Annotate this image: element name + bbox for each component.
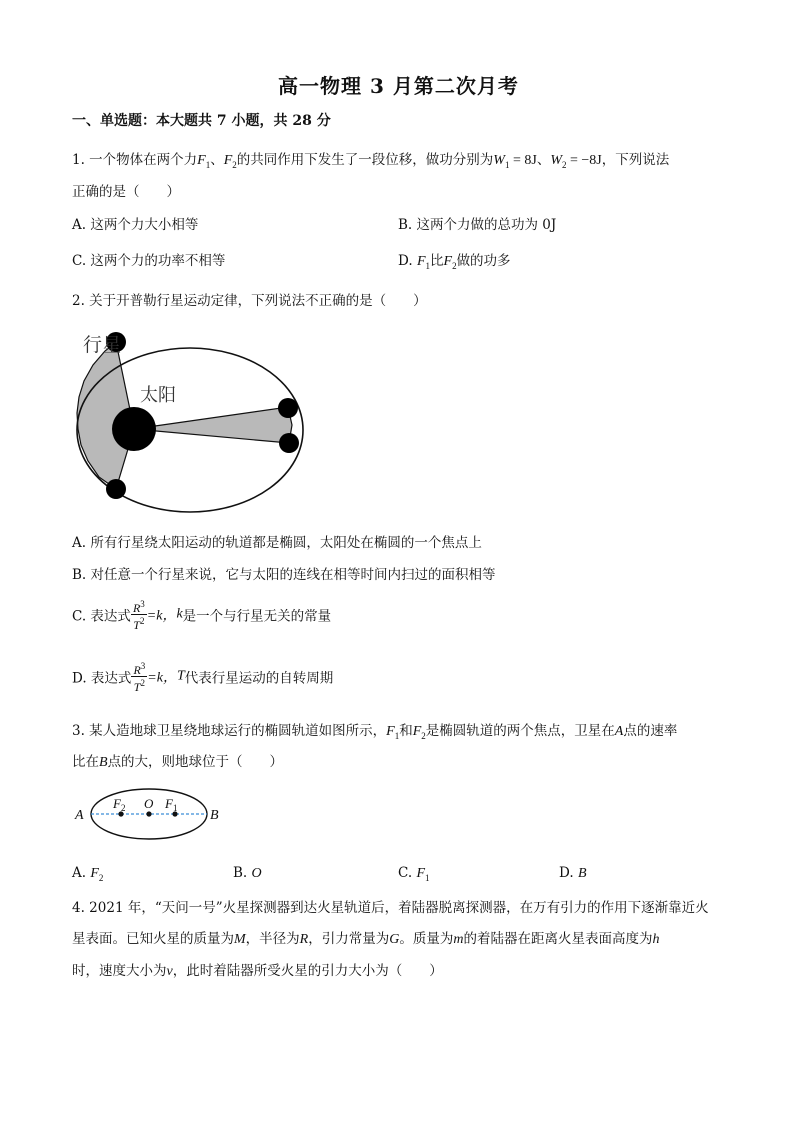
q2-d-fraction: $\frac{R^3}{T^2}$	[133, 661, 146, 694]
q1-force-1: $F_1$	[197, 153, 211, 170]
q1-text-pre: 1. 一个物体在两个力	[72, 152, 198, 168]
page-title: 高一物理 3 月第二次月考	[278, 74, 519, 98]
planet-right-lower	[279, 433, 299, 453]
swept-area-right	[134, 407, 292, 443]
satellite-orbit-diagram	[70, 780, 230, 842]
q1-option-d[interactable]: D. $F_1$比$F_2$做的功多	[398, 253, 511, 271]
planet-bottom-left	[106, 479, 126, 499]
q2-option-b[interactable]: B. 对任意一个行星来说，它与太阳的连线在相等时间内扫过的面积相等	[72, 567, 496, 583]
q2-c-fraction: $\frac{R^3}{T^2}$	[132, 599, 145, 632]
planet-right-upper	[278, 398, 298, 418]
question-4-line-3: 时，速度大小为v，此时着陆器所受火星的引力大小为（ ）	[72, 963, 443, 979]
label-o: O	[144, 796, 154, 811]
label-b: B	[210, 808, 219, 823]
q3-option-b[interactable]: B. O	[233, 865, 262, 881]
q2-option-c[interactable]: C. 表达式 $\frac{R^3}{T^2}$ =k，k是一个与行星无关的常量	[72, 599, 332, 632]
q1-work-1: $W_1$	[493, 153, 510, 170]
q1-work-2-value: = −8J	[566, 153, 602, 168]
q3-option-c[interactable]: C. $F_1$	[398, 865, 430, 883]
sun	[112, 407, 156, 451]
center-o-dot	[146, 811, 151, 816]
q2-option-d[interactable]: D. 表达式 $\frac{R^3}{T^2}$ =k，T代表行星运动的自转周期	[72, 661, 334, 694]
question-1-line-2: 正确的是（ ）	[72, 184, 180, 200]
q1-work-2: $W_2$	[550, 153, 567, 170]
q1-option-b[interactable]: B. 这两个力做的总功为 0J	[398, 217, 557, 233]
label-sun: 太阳	[140, 385, 176, 406]
q1-force-2: $F_2$	[223, 153, 237, 170]
label-f1: $F_1$	[165, 796, 178, 813]
q3-option-a[interactable]: A. $F_2$	[72, 865, 104, 883]
kepler-orbit-diagram	[70, 325, 310, 515]
q2-option-a[interactable]: A. 所有行星绕太阳运动的轨道都是椭圆，太阳处在椭圆的一个焦点上	[72, 535, 482, 551]
section-heading-single-choice: 一、单选题：本大题共 7 小题，共 28 分	[72, 113, 331, 129]
q1-sep: 、	[210, 152, 224, 168]
label-f2: $F_2$	[113, 796, 126, 813]
question-3-line-2: 比在B点的大，则地球位于（ ）	[72, 754, 284, 770]
question-3-line-1: 3. 某人造地球卫星绕地球运行的椭圆轨道如图所示，$F_1$和$F_2$是椭圆轨道的两个焦点，卫星在A点的速率	[72, 723, 678, 741]
q1-work-1-value: = 8J	[509, 153, 537, 168]
q1-text-post: ，下列说法	[601, 152, 670, 168]
question-4-line-1: 4. 2021 年，“天问一号”火星探测器到达火星轨道后，着陆器脱离探测器，在万有引力的作用下逐渐靠近火	[72, 900, 709, 916]
q1-option-c[interactable]: C. 这两个力的功率不相等	[72, 253, 226, 269]
label-planet: 行星	[83, 334, 122, 356]
q1-text-mid: 的共同作用下发生了一段位移，做功分别为	[236, 152, 494, 168]
q1-option-a[interactable]: A. 这两个力大小相等	[72, 217, 199, 233]
question-4-line-2: 星表面。已知火星的质量为M，半径为R，引力常量为G。质量为m的着陆器在距离火星表面高度为h	[72, 931, 660, 947]
q1-sep-2: 、	[536, 152, 551, 168]
q3-option-d[interactable]: D. B	[559, 865, 587, 881]
label-a: A	[75, 808, 84, 823]
question-2: 2. 关于开普勒行星运动定律，下列说法不正确的是（ ）	[72, 293, 427, 309]
question-1-line-1	[72, 148, 669, 170]
